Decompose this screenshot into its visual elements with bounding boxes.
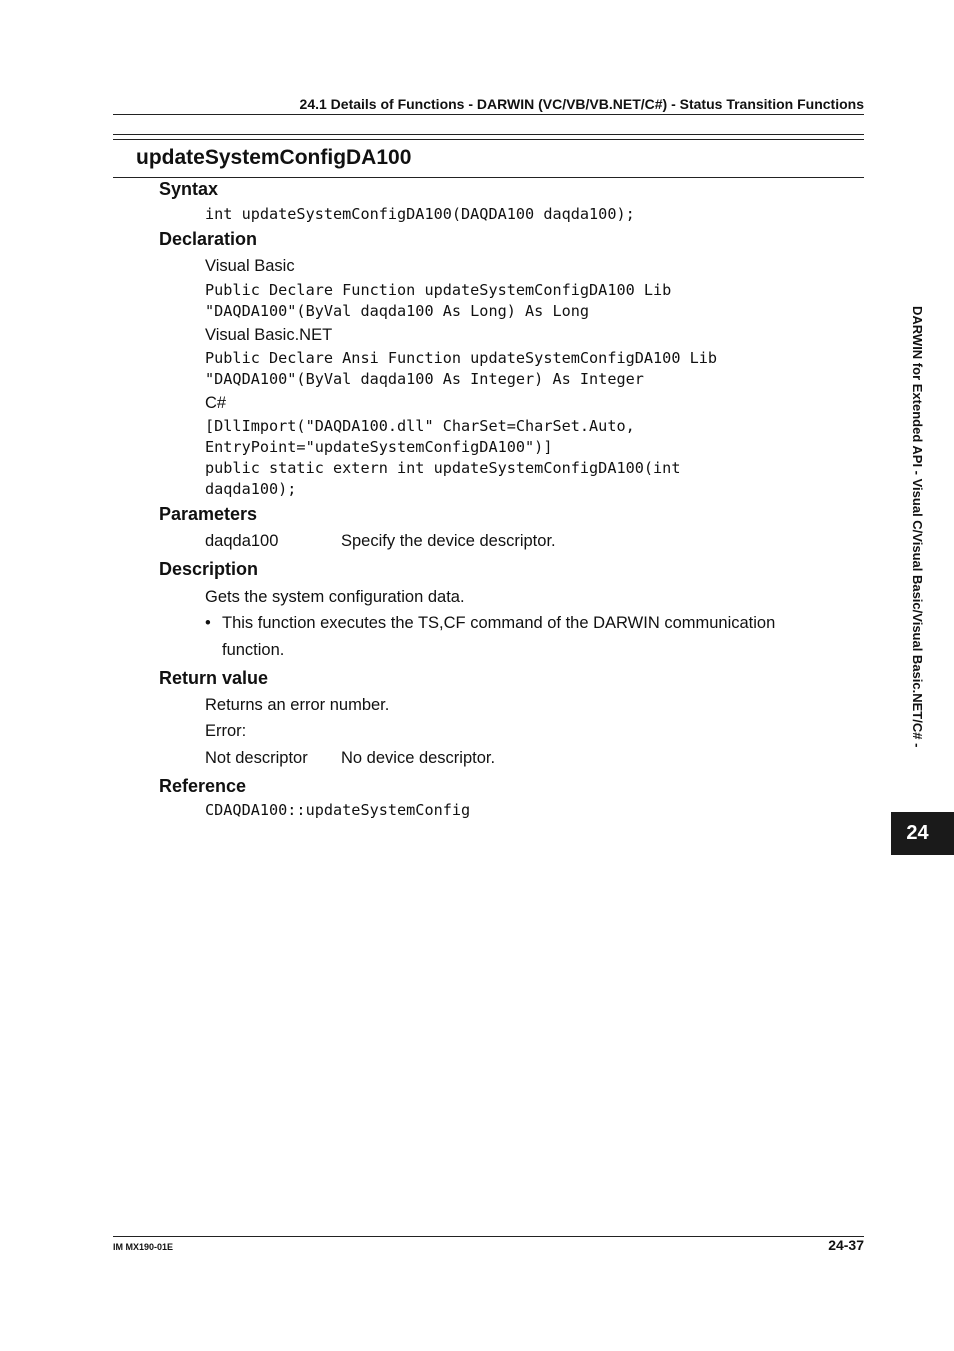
title-rule-top-1 [113,134,864,135]
reference-code: CDAQDA100::updateSystemConfig [205,801,471,819]
error-name: Not descriptor [205,749,308,767]
syntax-heading: Syntax [159,179,219,199]
reference-heading: Reference [159,776,247,796]
bullet-text-line-2: function. [222,641,285,659]
bullet-mark: • [205,614,211,632]
footer-rule [113,1236,864,1237]
description-heading: Description [159,559,259,579]
header-rule [113,114,864,115]
syntax-code: int updateSystemConfigDA100(DAQDA100 daqda100); [205,205,635,223]
parameters-heading: Parameters [159,504,258,524]
csharp-code-line-4: daqda100); [205,480,297,498]
page-number: 24-37 [828,1237,864,1253]
vb-code-line-2: "DAQDA100"(ByVal daqda100 As Long) As Long [205,302,590,320]
document-id: IM MX190-01E [113,1242,174,1252]
side-chapter-title-text: DARWIN for Extended API - Visual C/Visual Basic/Visual Basic.NET/C# - [910,306,925,748]
csharp-code-line-2: EntryPoint="updateSystemConfigDA100")] [205,438,553,456]
csharp-code-line-1: [DllImport("DAQDA100.dll" CharSet=CharSet.Auto, [205,417,635,435]
vbnet-code-line-1: Public Declare Ansi Function updateSystemConfigDA100 Lib [205,349,718,367]
error-label: Error: [205,722,247,740]
csharp-label: C# [205,394,227,412]
return-value-text: Returns an error number. [205,696,390,714]
title-rule-top-2 [113,139,864,140]
title-rule-bottom [113,177,864,178]
vb-code-line-1: Public Declare Function updateSystemConfigDA100 Lib [205,281,672,299]
description-text: Gets the system configuration data. [205,588,465,606]
bullet-text-line-1: This function executes the TS,CF command of the DARWIN communication [222,614,776,632]
vbnet-label: Visual Basic.NET [205,326,333,344]
error-description: No device descriptor. [341,749,496,767]
vbnet-code-line-2: "DAQDA100"(ByVal daqda100 As Integer) As Integer [205,370,644,388]
running-header: 24.1 Details of Functions - DARWIN (VC/VB/VB.NET/C#) - Status Transition Functions [299,96,864,112]
function-title: updateSystemConfigDA100 [136,146,412,169]
vb-label: Visual Basic [205,257,295,275]
parameter-description: Specify the device descriptor. [341,532,556,550]
side-chapter-title [909,306,929,802]
return-value-heading: Return value [159,668,269,688]
chapter-number-tab: 24 [891,812,954,855]
csharp-code-line-3: public static extern int updateSystemConfigDA100(int [205,459,681,477]
declaration-heading: Declaration [159,229,258,249]
parameter-name: daqda100 [205,532,279,550]
